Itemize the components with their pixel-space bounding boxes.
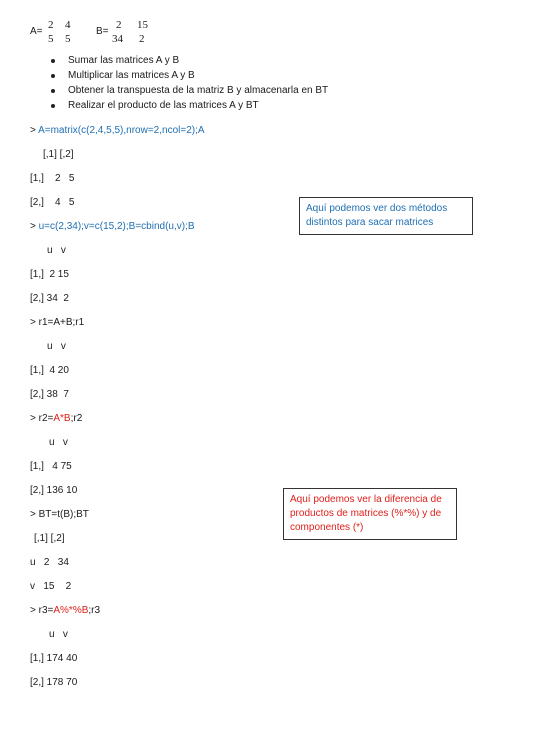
output-line: v 15 2 — [30, 581, 72, 592]
command-text: ;r2 — [70, 413, 83, 424]
output-line: u 2 34 — [30, 557, 69, 568]
highlight-text: A*B — [53, 413, 71, 424]
code-line — [30, 125, 205, 137]
prompt-symbol: > — [30, 221, 39, 232]
task-text: Realizar el producto de las matrices A y BT — [68, 100, 259, 111]
output-line: u v — [49, 629, 68, 640]
bullet-icon — [51, 104, 55, 108]
task-item — [48, 99, 328, 114]
output-line: [2,] 178 70 — [30, 677, 78, 688]
matrix-a-cell: 5 — [65, 33, 71, 45]
output-line: [,1] [,2] — [43, 149, 74, 160]
matrix-b-cell: 34 — [112, 33, 123, 45]
prompt-symbol: > — [30, 125, 39, 136]
code-line — [30, 413, 82, 425]
matrix-a-cell: 5 — [48, 33, 54, 45]
command-text: ;r3 — [88, 605, 101, 616]
output-line: [1,] 2 15 — [30, 269, 69, 280]
output-line: [2,] 38 7 — [30, 389, 69, 400]
command-text: > r2= — [30, 413, 54, 424]
bullet-icon — [51, 74, 55, 78]
code-line: > r1=A+B;r1 — [30, 317, 85, 328]
matrix-b-label: B= — [96, 26, 109, 37]
output-line: [1,] 174 40 — [30, 653, 78, 664]
output-line: [2,] 136 10 — [30, 485, 78, 496]
bullet-icon — [51, 59, 55, 63]
note-products: Aquí podemos ver la diferencia de productos de matrices (%*%) y de componentes (*) — [283, 488, 457, 540]
task-text: Sumar las matrices A y B — [68, 55, 180, 66]
output-line: [1,] 2 5 — [30, 173, 75, 184]
matrix-b-cell: 15 — [137, 19, 148, 31]
code-line — [30, 605, 100, 617]
note-methods: Aquí podemos ver dos métodos distintos para sacar matrices — [299, 197, 473, 235]
output-line: u v — [47, 341, 66, 352]
command-text: u=c(2,34);v=c(15,2);B=cbind(u,v);B — [38, 221, 195, 232]
matrix-b-cell: 2 — [116, 19, 122, 31]
code-line — [30, 221, 195, 233]
output-line: [2,] 34 2 — [30, 293, 69, 304]
matrix-b-cell: 2 — [139, 33, 145, 45]
output-line: [2,] 4 5 — [30, 197, 75, 208]
task-item — [48, 54, 328, 69]
task-item — [48, 69, 328, 84]
matrix-a — [45, 18, 75, 46]
command-text: > r3= — [30, 605, 54, 616]
bullet-icon — [51, 89, 55, 93]
matrix-b — [111, 18, 155, 46]
code-line: > BT=t(B);BT — [30, 509, 89, 520]
matrix-a-label: A= — [30, 26, 43, 37]
task-item — [48, 84, 328, 99]
output-line: [1,] 4 20 — [30, 365, 69, 376]
task-list — [48, 54, 328, 114]
output-line: u v — [47, 245, 66, 256]
highlight-text: A%*%B — [53, 605, 89, 616]
task-text: Obtener la transpuesta de la matriz B y almacenarla en BT — [68, 85, 329, 96]
output-line: [1,] 4 75 — [30, 461, 72, 472]
output-line: u v — [49, 437, 68, 448]
matrix-a-cell: 2 — [48, 19, 54, 31]
matrix-a-cell: 4 — [65, 19, 71, 31]
output-line: [,1] [,2] — [34, 533, 65, 544]
command-text: A=matrix(c(2,4,5,5),nrow=2,ncol=2);A — [38, 125, 205, 136]
task-text: Multiplicar las matrices A y B — [68, 70, 195, 81]
